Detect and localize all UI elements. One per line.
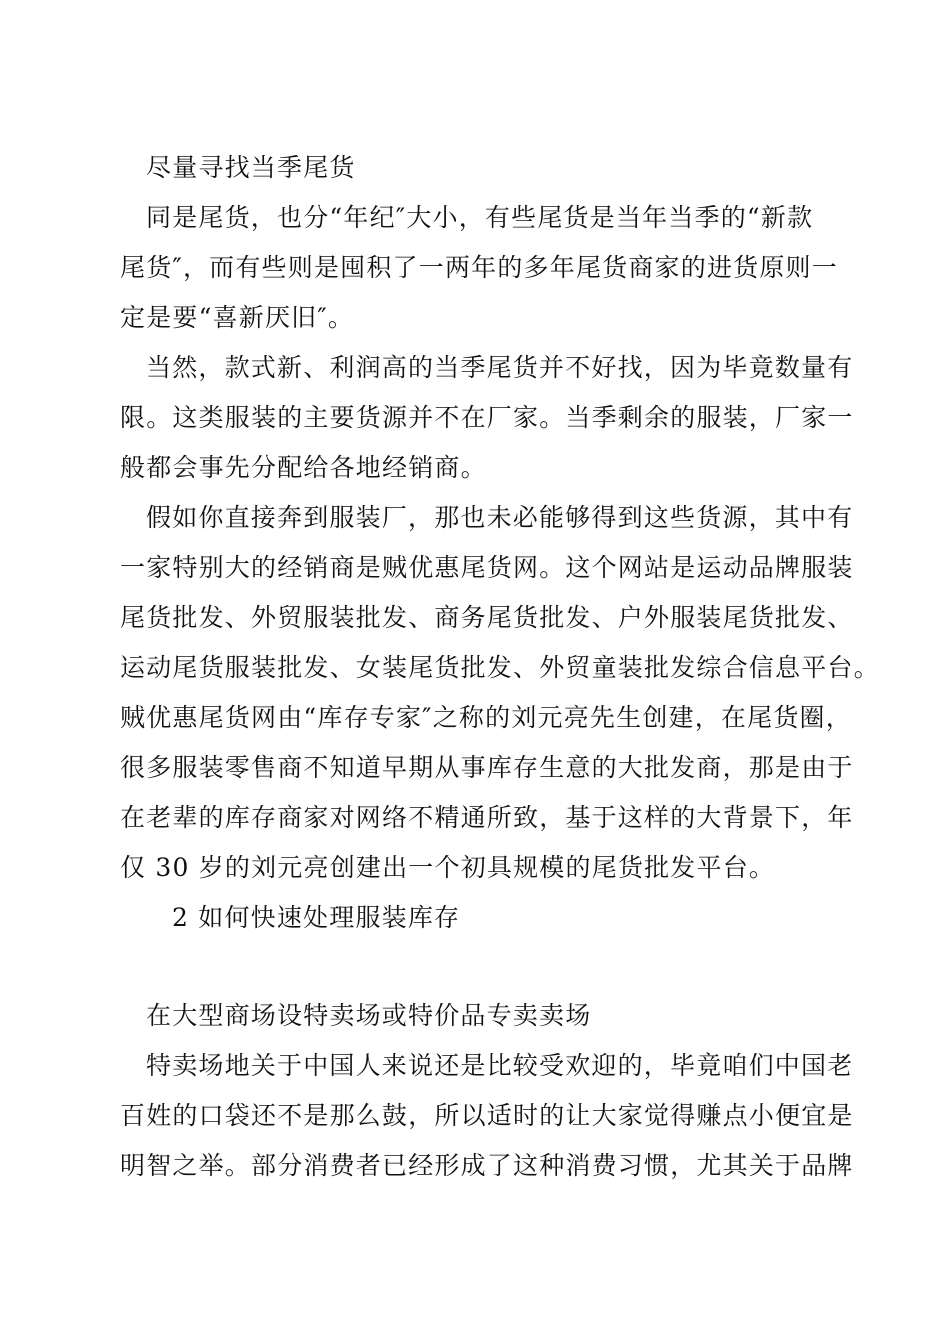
paragraph-line: 运动尾货服装批发、女装尾货批发、外贸童装批发综合信息平台。 (120, 653, 880, 682)
section-heading: 尽量寻找当季尾货 (146, 153, 356, 182)
paragraph-line: 贼优惠尾货网由“库存专家″之称的刘元亮先生创建，在尾货圈， (120, 703, 852, 732)
paragraph-line: 假如你直接奔到服装厂，那也未必能够得到这些货源，其中有 (146, 503, 854, 532)
paragraph-line: 限。这类服装的主要货源并不在厂家。当季剩余的服装，厂家一 (120, 403, 854, 432)
paragraph-line: 很多服装零售商不知道早期从事库存生意的大批发商，那是由于 (120, 753, 854, 782)
paragraph-line: 特卖场地关于中国人来说还是比较受欢迎的，毕竟咱们中国老 (146, 1051, 854, 1080)
paragraph-line: 般都会事先分配给各地经销商。 (120, 453, 487, 482)
paragraph-line: 同是尾货，也分“年纪″大小，有些尾货是当年当季的“新款 (146, 203, 814, 232)
paragraph-line: 百姓的口袋还不是那么鼓，所以适时的让大家觉得赚点小便宜是 (120, 1101, 854, 1130)
paragraph-line: 一家特别大的经销商是贼优惠尾货网。这个网站是运动品牌服装 (120, 553, 854, 582)
paragraph-line: 明智之举。部分消费者已经形成了这种消费习惯，尤其关于品牌 (120, 1151, 854, 1180)
paragraph-line: 定是要“喜新厌旧″。 (120, 303, 355, 332)
paragraph-line: 当然，款式新、利润高的当季尾货并不好找，因为毕竟数量有 (146, 353, 854, 382)
paragraph-line: 尾货″，而有些则是囤积了一两年的多年尾货商家的进货原则一 (120, 253, 838, 282)
paragraph-line: 仅 30 岁的刘元亮创建出一个初具规模的尾货批发平台。 (120, 853, 776, 882)
section-heading: 在大型商场设特卖场或特价品专卖卖场 (146, 1001, 592, 1030)
paragraph-line: 在老辈的库存商家对网络不精通所致，基于这样的大背景下，年 (120, 803, 854, 832)
paragraph-line: 尾货批发、外贸服装批发、商务尾货批发、户外服装尾货批发、 (120, 603, 854, 632)
section-title: 2 如何快速处理服装库存 (172, 903, 461, 932)
